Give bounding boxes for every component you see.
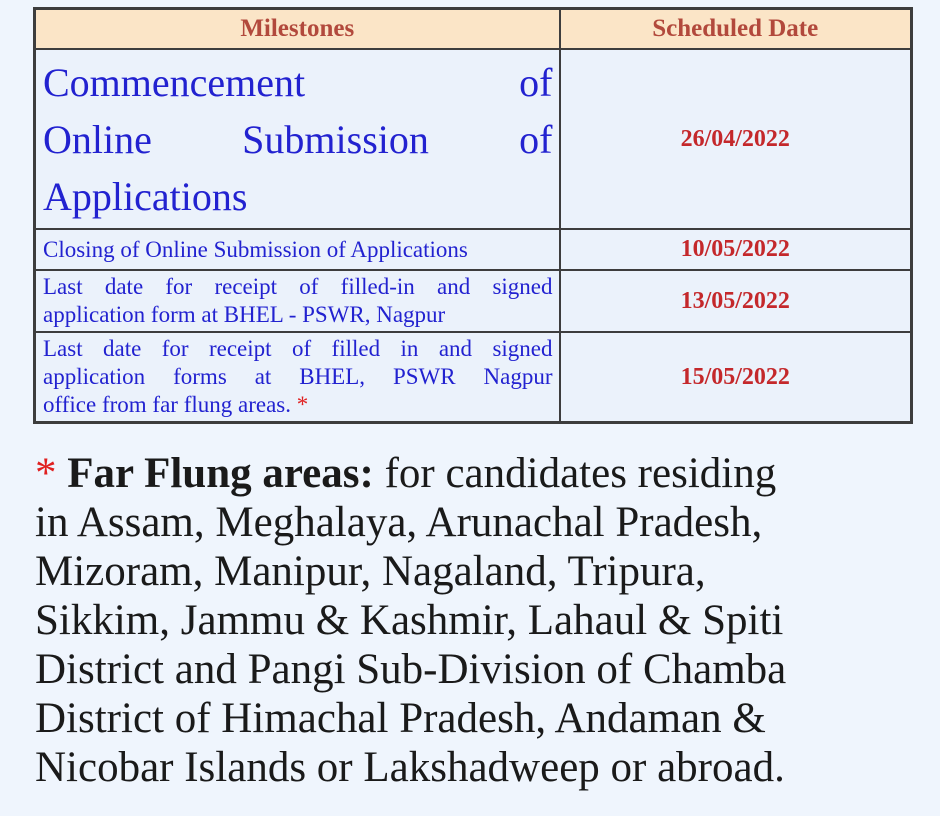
- milestone-cell: [35, 49, 560, 229]
- milestone-text-line: application form at BHEL - PSWR, Nagpur: [43, 302, 446, 327]
- table-row-closing: [35, 229, 912, 270]
- milestone-text: office from far flung areas.: [43, 392, 291, 417]
- milestone-cell: [35, 332, 560, 423]
- footnote-label: Far Flung areas:: [67, 450, 374, 497]
- milestone-cell: [35, 270, 560, 332]
- milestone-text-line: Online Submission of: [43, 116, 553, 162]
- page: [0, 7, 940, 816]
- footnote-line: Nicobar Islands or Lakshadweep or abroad.: [35, 744, 785, 791]
- milestone-text-line: Closing of Online Submission of Applications: [43, 236, 468, 262]
- scheduled-date-cell: 13/05/2022: [560, 270, 912, 332]
- column-header-milestones: Milestones: [35, 9, 560, 50]
- milestone-text-line: Last date for receipt of filled-in and signed: [43, 274, 553, 299]
- milestones-table: [33, 7, 913, 424]
- far-flung-footnote: [35, 449, 920, 792]
- scheduled-date-cell: 15/05/2022: [560, 332, 912, 423]
- scheduled-date-cell: 10/05/2022: [560, 229, 912, 270]
- milestone-text-line: application forms at BHEL, PSWR Nagpur: [43, 364, 553, 389]
- scheduled-date-cell: 26/04/2022: [560, 49, 912, 229]
- table-row-commencement: [35, 49, 912, 229]
- milestone-text-line: [43, 391, 553, 419]
- footnote-line: District and Pangi Sub-Division of Chamba: [35, 646, 787, 693]
- milestone-text-line: Commencement of: [43, 59, 553, 105]
- document-body: [0, 7, 940, 792]
- far-flung-asterisk: *: [296, 392, 309, 417]
- footnote-line: [35, 449, 920, 498]
- footnote-line: District of Himachal Pradesh, Andaman &: [35, 695, 766, 742]
- milestone-text-line: Last date for receipt of filled in and signed: [43, 336, 553, 361]
- footnote-line: Mizoram, Manipur, Nagaland, Tripura,: [35, 548, 706, 595]
- milestone-text-line: Applications: [43, 173, 248, 219]
- footnote-text: for candidates residing: [384, 450, 777, 497]
- table-row-far-flung: [35, 332, 912, 423]
- milestone-cell: [35, 229, 560, 270]
- column-header-scheduled-date: Scheduled Date: [560, 9, 912, 50]
- footnote-asterisk-marker: *: [35, 450, 57, 497]
- table-row-last-date-receipt: [35, 270, 912, 332]
- table-header-row: [35, 9, 912, 50]
- footnote-line: Sikkim, Jammu & Kashmir, Lahaul & Spiti: [35, 597, 784, 644]
- footnote-line: in Assam, Meghalaya, Arunachal Pradesh,: [35, 499, 763, 546]
